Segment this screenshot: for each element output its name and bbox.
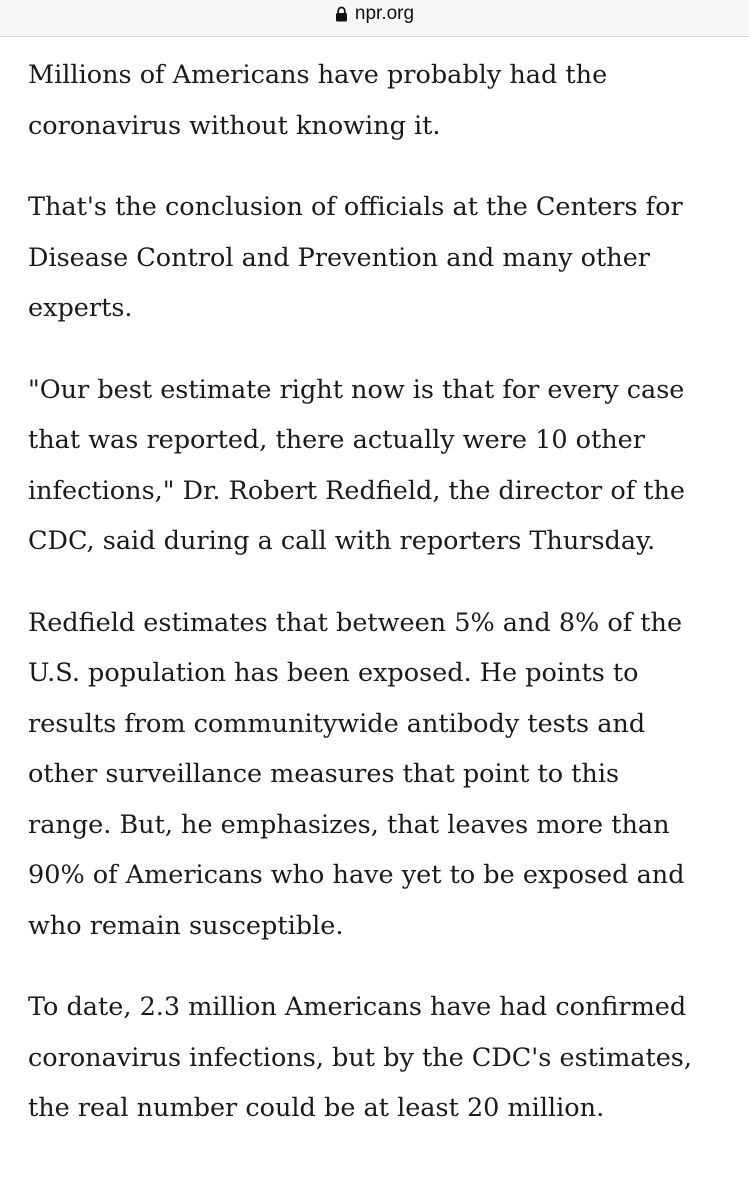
- article-paragraph: [28, 982, 728, 1134]
- text-line: Millions of Americans have probably had the: [28, 60, 608, 90]
- text-line: coronavirus infections, but by the CDC's estimates,: [28, 1042, 692, 1073]
- text-line: infections," Dr. Robert Redfield, the director of the: [28, 475, 686, 506]
- text-line: who remain susceptible.: [28, 910, 344, 941]
- text-line: experts.: [28, 293, 133, 323]
- article-paragraph: [28, 50, 728, 151]
- text-line: Disease Control and Prevention and many other: [28, 242, 650, 273]
- text-line: Redfield estimates that between 5% and 8% of the: [28, 607, 683, 638]
- text-line: coronavirus without knowing it.: [28, 110, 441, 141]
- text-line: That's the conclusion of officials at the Centers for: [28, 192, 683, 222]
- text-line: results from communitywide antibody tests and: [28, 708, 646, 739]
- address-bar[interactable]: [0, 0, 749, 37]
- text-line: To date, 2.3 million Americans have had confirmed: [28, 992, 687, 1022]
- lock-icon: [335, 6, 348, 22]
- article-paragraph: [28, 182, 728, 334]
- article-paragraph: [28, 598, 728, 952]
- article-paragraph: [28, 365, 728, 567]
- url-domain: npr.org: [354, 3, 415, 24]
- text-line: "Our best estimate right now is that for every case: [28, 374, 685, 405]
- text-line: U.S. population has been exposed. He points to: [28, 658, 639, 688]
- text-line: the real number could be at least 20 million.: [28, 1093, 605, 1123]
- text-line: range. But, he emphasizes, that leaves more than: [28, 809, 670, 840]
- text-line: 90% of Americans who have yet to be exposed and: [28, 860, 685, 890]
- text-line: other surveillance measures that point to this: [28, 759, 620, 789]
- text-line: CDC, said during a call with reporters Thursday.: [28, 526, 656, 556]
- address-bar-content: [335, 3, 414, 25]
- article-body: [28, 50, 728, 1165]
- text-line: that was reported, there actually were 10 other: [28, 425, 645, 455]
